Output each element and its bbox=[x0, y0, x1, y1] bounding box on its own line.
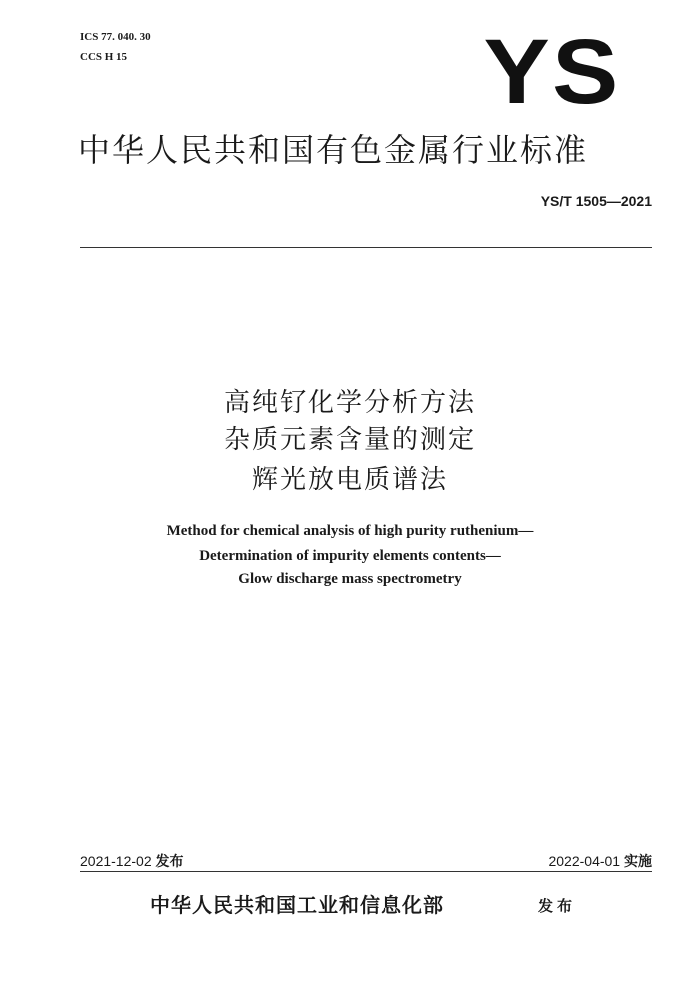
implementation-date-value: 2022-04-01 bbox=[548, 853, 621, 869]
english-title-line-1: Method for chemical analysis of high purity ruthenium— bbox=[166, 523, 534, 539]
issue-date bbox=[80, 852, 184, 870]
issue-date-value: 2021-12-02 bbox=[80, 853, 152, 869]
ics-code: ICS 77. 040. 30 bbox=[80, 31, 151, 43]
industry-standard-title: 中华人民共和国有色金属行业标准 bbox=[78, 131, 589, 169]
implementation-date bbox=[440, 852, 652, 870]
english-title-line-2: Determination of impurity elements contents— bbox=[199, 548, 501, 564]
ys-logo: YS bbox=[483, 21, 621, 123]
implementation-label: 实施 bbox=[624, 853, 652, 869]
chinese-title-line-1: 高纯钌化学分析方法 bbox=[223, 388, 476, 418]
publish-label: 发布 bbox=[538, 897, 577, 915]
footer-divider bbox=[80, 871, 652, 872]
english-title-line-3: Glow discharge mass spectrometry bbox=[238, 571, 462, 587]
standard-number: YS/T 1505—2021 bbox=[540, 193, 652, 209]
chinese-title-line-2: 杂质元素含量的测定 bbox=[223, 425, 476, 455]
ccs-code: CCS H 15 bbox=[80, 51, 128, 63]
publisher-name: 中华人民共和国工业和信息化部 bbox=[150, 893, 444, 917]
header-divider bbox=[80, 247, 652, 248]
chinese-title-line-3: 辉光放电质谱法 bbox=[251, 465, 448, 495]
issue-label: 发布 bbox=[155, 853, 184, 869]
